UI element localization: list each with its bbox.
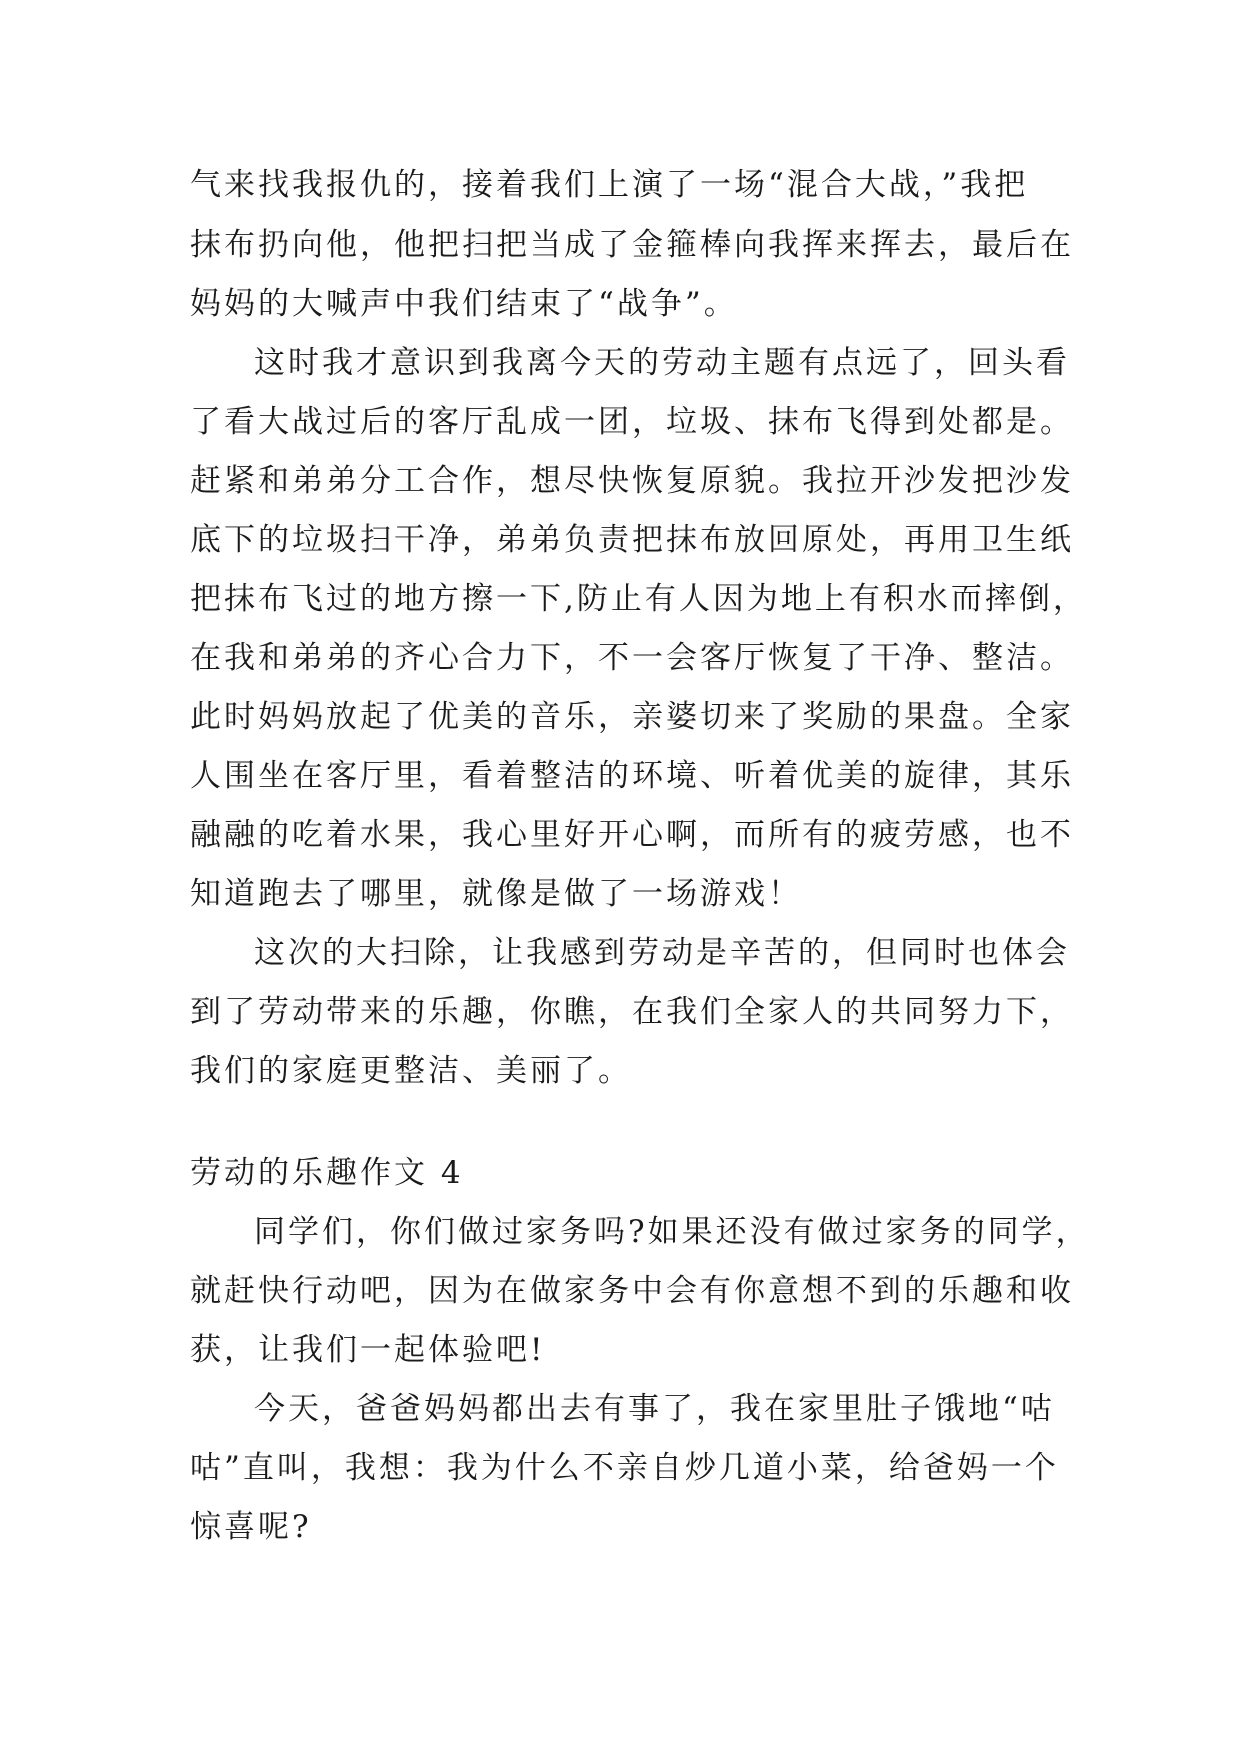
paragraph-line: 融融的吃着水果，我心里好开心啊，而所有的疲劳感，也不 xyxy=(190,817,1074,853)
paragraph-line: 这时我才意识到我离今天的劳动主题有点远了，回头看 xyxy=(254,345,1070,381)
paragraph-line: 今天，爸爸妈妈都出去有事了，我在家里肚子饿地“咕 xyxy=(254,1391,1055,1427)
paragraph-line: 此时妈妈放起了优美的音乐，亲婆切来了奖励的果盘。全家 xyxy=(190,699,1074,735)
paragraph-line: 就赶快行动吧，因为在做家务中会有你意想不到的乐趣和收 xyxy=(190,1273,1074,1309)
section-title: 劳动的乐趣作文 4 xyxy=(190,1155,464,1191)
paragraph-line: 获，让我们一起体验吧! xyxy=(190,1332,546,1368)
paragraph-line: 底下的垃圾扫干净，弟弟负责把抹布放回原处，再用卫生纸 xyxy=(190,522,1074,558)
paragraph-line: 同学们，你们做过家务吗?如果还没有做过家务的同学， xyxy=(254,1214,1090,1250)
paragraph-line: 我们的家庭更整洁、美丽了。 xyxy=(190,1053,632,1089)
paragraph-line: 抹布扔向他，他把扫把当成了金箍棒向我挥来挥去，最后在 xyxy=(190,227,1074,263)
paragraph-line: 妈妈的大喊声中我们结束了“战争”。 xyxy=(190,286,738,322)
paragraph-line: 气来找我报仇的，接着我们上演了一场“混合大战，”我把 xyxy=(190,167,1029,203)
paragraph-line: 知道跑去了哪里，就像是做了一场游戏！ xyxy=(190,876,802,912)
paragraph-line: 赶紧和弟弟分工合作，想尽快恢复原貌。我拉开沙发把沙发 xyxy=(190,463,1074,499)
paragraph-line: 咕”直叫，我想：我为什么不亲自炒几道小菜，给爸妈一个 xyxy=(190,1450,1059,1486)
paragraph-line: 把抹布飞过的地方擦一下,防止有人因为地上有积水而摔倒， xyxy=(190,581,1087,617)
paragraph-line: 这次的大扫除，让我感到劳动是辛苦的，但同时也体会 xyxy=(254,935,1070,971)
paragraph-line: 惊喜呢? xyxy=(190,1509,312,1545)
paragraph-line: 到了劳动带来的乐趣，你瞧，在我们全家人的共同努力下， xyxy=(190,994,1074,1030)
paragraph-line: 人围坐在客厅里，看着整洁的环境、听着优美的旋律，其乐 xyxy=(190,758,1074,794)
paragraph-line: 在我和弟弟的齐心合力下，不一会客厅恢复了干净、整洁。 xyxy=(190,640,1074,676)
paragraph-line: 了看大战过后的客厅乱成一团，垃圾、抹布飞得到处都是。 xyxy=(190,404,1074,440)
